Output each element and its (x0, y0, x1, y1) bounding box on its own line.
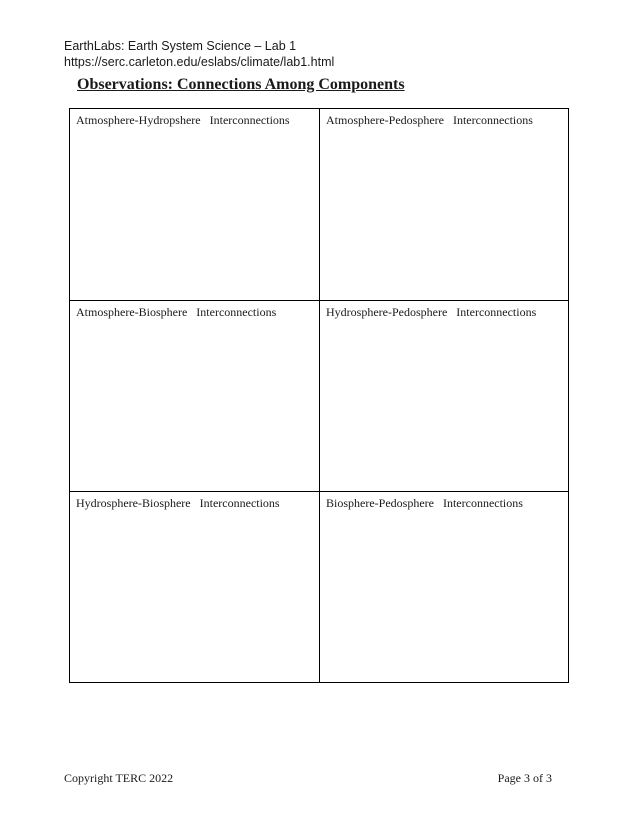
cell-atmosphere-biosphere[interactable]: Atmosphere-Biosphere Interconnections (70, 301, 320, 492)
lab-url: https://serc.carleton.edu/eslabs/climate/lab1.html (64, 55, 335, 69)
cell-hydrosphere-biosphere[interactable]: Hydrosphere-Biosphere Interconnections (70, 492, 320, 682)
cell-hydrosphere-pedosphere[interactable]: Hydrosphere-Pedosphere Interconnections (320, 301, 568, 492)
observations-table (69, 108, 569, 683)
document-header (64, 38, 334, 70)
page-number: Page 3 of 3 (497, 771, 552, 785)
cell-atmosphere-pedosphere[interactable]: Atmosphere-Pedosphere Interconnections (320, 109, 568, 301)
page-title: Observations: Connections Among Components (77, 76, 405, 93)
copyright-text: Copyright TERC 2022 (64, 771, 174, 785)
cell-biosphere-pedosphere[interactable]: Biosphere-Pedosphere Interconnections (326, 496, 523, 510)
cell-atmosphere-hydrosphere[interactable]: Atmosphere-Hydropshere Interconnections (70, 109, 320, 301)
lab-title: EarthLabs: Earth System Science – Lab 1 (64, 39, 297, 53)
